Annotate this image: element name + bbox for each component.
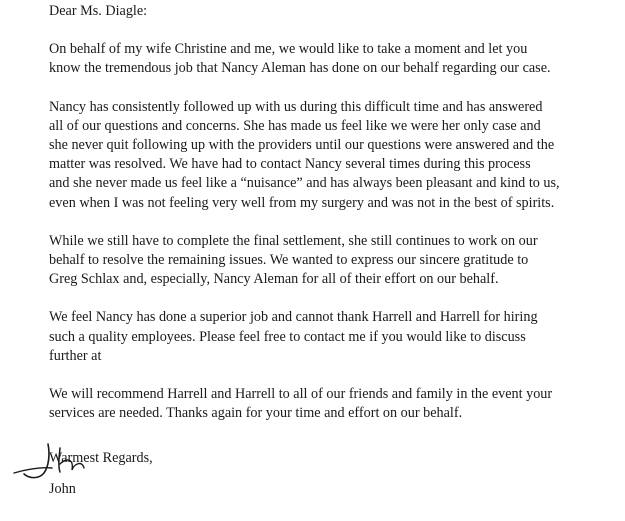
paragraph-line: such a quality employees. Please feel free to contact me if you would like to discuss [49,328,526,345]
paragraph-line: matter was resolved. We have had to contact Nancy several times during this process [49,156,531,173]
signer-name: John [49,481,76,497]
paragraph-line: all of our questions and concerns. She has made us feel like we were her only case and [49,117,541,134]
paragraph-line: even when I was not feeling very well from my surgery and was not in the best of spirits. [49,194,555,211]
paragraph-5 [49,385,621,423]
paragraph-line: We will recommend Harrell and Harrell to all of our friends and family in the event your [49,386,553,403]
paragraph-line: On behalf of my wife Christine and me, we would like to take a moment and let you [49,41,528,58]
paragraph-3 [49,232,621,290]
paragraph-line: Nancy has consistently followed up with us during this difficult time and has answered [49,98,543,115]
paragraph-line: and she never made us feel like a “nuisance” and has always been pleasant and kind to us, [49,175,560,192]
paragraph-line: We feel Nancy has done a superior job and cannot thank Harrell and Harrell for hiring [49,309,538,326]
paragraph-line: behalf to resolve the remaining issues. We wanted to express our sincere gratitude to [49,252,529,269]
paragraph-line: While we still have to complete the final settlement, she still continues to work on our [49,232,538,249]
paragraph-4 [49,308,621,366]
handwritten-signature [8,440,118,482]
paragraph-line: further at [49,347,102,364]
closing: Warmest Regards, [49,450,153,467]
salutation: Dear Ms. Diagle: [49,3,148,19]
paragraph-1 [49,40,621,78]
paragraph-2 [49,98,621,213]
paragraph-line: Greg Schlax and, especially, Nancy Aleman for all of their effort on our behalf. [49,271,499,288]
letter-body [49,0,621,469]
paragraph-line: know the tremendous job that Nancy Aleman has done on our behalf regarding our case. [49,60,551,77]
paragraph-line: services are needed. Thanks again for your time and effort on our behalf. [49,405,463,422]
paragraph-line: she never quit following up with the providers until our questions were answered and the [49,137,555,154]
